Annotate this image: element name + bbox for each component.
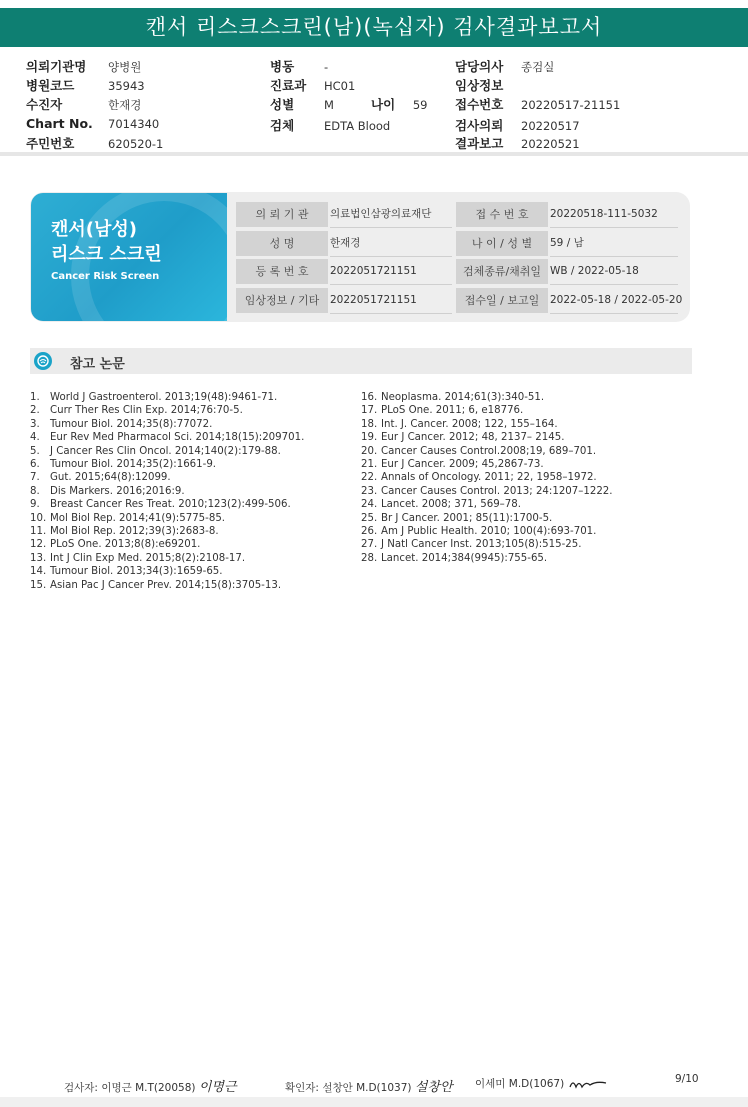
reference-item [30,498,304,511]
reference-number: 15. [30,579,47,591]
reference-number: 10. [30,512,47,524]
reference-item [361,471,613,484]
header-field-key: 성별 [270,97,295,112]
reference-number: 7. [30,472,40,484]
header-field-value: 한재경 [108,98,142,112]
confirmer1-name: 설창안 M.D(1037) [322,1082,412,1094]
confirmer1-signature: 설창안 [414,1080,453,1095]
tester-name: 이명근 M.T(20058) [101,1082,196,1094]
reference-number: 17. [361,405,378,417]
reference-number: 11. [30,526,47,538]
reference-item [30,512,304,525]
reference-item [361,404,613,417]
header-field-key: 검체 [270,118,295,133]
info-label: 접수일 / 보고일 [456,288,548,313]
header-field-value: 양병원 [108,60,142,74]
reference-text: Int J Clin Exp Med. 2015;8(2):2108-17. [50,552,246,564]
info-value: 의료법인삼광의료재단 [330,202,452,228]
reference-item [30,552,304,565]
header-field [26,76,145,94]
reference-number: 2. [30,405,40,417]
reference-number: 8. [30,485,40,497]
reference-text: Cancer Causes Control.2008;19, 689–701. [381,445,597,457]
header-field-key: 병동 [270,59,295,74]
info-value: WB / 2022-05-18 [550,259,678,285]
header-field-key: 임상정보 [455,78,504,93]
reference-number: 23. [361,485,378,497]
reference-number: 18. [361,418,378,430]
header-field [270,76,355,94]
info-value: 2022-05-18 / 2022-05-20 [550,288,678,314]
reference-text: Dis Markers. 2016;2016:9. [50,485,185,497]
header-age [371,95,427,113]
reference-number: 21. [361,459,378,471]
reference-number: 19. [361,432,378,444]
header-field [455,134,580,152]
page-number: 9/10 [675,1073,699,1085]
reference-item [361,391,613,404]
confirmer2-signature [568,1077,608,1091]
reference-item [30,525,304,538]
reference-number: 4. [30,432,40,444]
reference-text: Neoplasma. 2014;61(3):340-51. [381,392,545,403]
reference-number: 22. [361,472,378,484]
reference-number: 1. [30,392,40,403]
header-field-value: HC01 [324,79,356,93]
reference-text: Eur Rev Med Pharmacol Sci. 2014;18(15):209701. [50,432,305,444]
reference-item [30,538,304,551]
reference-text: PLoS One. 2011; 6, e18776. [381,405,524,417]
header-field [455,116,580,134]
header-field-value: 620520-1 [108,137,164,151]
header-field-key: 병원코드 [26,78,75,93]
header-field-value: 20220517-21151 [521,98,621,112]
header-field-key: 의뢰기관명 [26,59,87,74]
header-field [455,57,554,75]
confirmer2-name: 이세미 M.D(1067) [475,1078,565,1090]
header-field [455,76,521,94]
header-field [26,95,141,113]
header-field-key: 주민번호 [26,136,75,151]
reference-number: 6. [30,459,40,471]
info-value: 59 / 남 [550,231,678,257]
header-divider [0,152,748,156]
tester-label: 검사자: [64,1082,98,1094]
header-field-key: 담당의사 [455,59,504,74]
header-age-key: 나이 [371,97,396,112]
header-field-key: 진료과 [270,78,307,93]
reference-text: Int. J. Cancer. 2008; 122, 155–164. [381,418,558,430]
card-banner [31,193,227,321]
reference-number: 13. [30,552,47,564]
header-field [26,57,141,75]
reference-item [361,498,613,511]
reference-text: Lancet. 2014;384(9945):755-65. [381,552,548,564]
reference-item [30,471,304,484]
reference-text: World J Gastroenterol. 2013;19(48):9461-71. [50,392,278,403]
info-label: 등 록 번 호 [236,259,328,284]
header-field [270,57,328,75]
header-field-key: Chart No. [26,116,93,131]
reference-number: 26. [361,526,378,538]
reference-item [361,458,613,471]
reference-item [361,552,613,565]
reference-text: Asian Pac J Cancer Prev. 2014;15(8):3705-13. [50,579,282,591]
reference-number: 28. [361,552,378,564]
references-list-left [30,391,304,592]
header-field [270,95,334,113]
reference-text: Breast Cancer Res Treat. 2010;123(2):499-506. [50,499,291,511]
reference-text: Tumour Biol. 2014;35(8):77072. [50,418,213,430]
header-field-key: 결과보고 [455,136,504,151]
info-label: 나 이 / 성 별 [456,231,548,256]
reference-text: Gut. 2015;64(8):12099. [50,472,171,484]
reference-text: Mol Biol Rep. 2014;41(9):5775-85. [50,512,226,524]
footer-confirmer2 [475,1076,608,1091]
reference-text: Eur J Cancer. 2009; 45,2867-73. [381,459,544,471]
info-value: 20220518-111-5032 [550,202,678,228]
reference-number: 14. [30,566,47,578]
info-value: 한재경 [330,231,452,257]
info-label: 의 뢰 기 관 [236,202,328,227]
header-age-value: 59 [412,98,428,112]
reference-text: Br J Cancer. 2001; 85(11):1700-5. [381,512,553,524]
reference-number: 9. [30,499,40,511]
reference-item [30,579,304,592]
footer-confirmer [285,1076,453,1095]
reference-item [361,431,613,444]
info-label: 임상정보 / 기타 [236,288,328,313]
reference-number: 20. [361,445,378,457]
reference-item [30,445,304,458]
reference-text: PLoS One. 2013;8(8):e69201. [50,539,201,551]
header-field-value: M [324,98,334,112]
header-field-value: 7014340 [108,117,160,131]
reference-text: Tumour Biol. 2013;34(3):1659-65. [50,566,223,578]
header-field-value: EDTA Blood [324,119,391,133]
info-value: 2022051721151 [330,259,452,285]
reference-number: 16. [361,392,378,403]
info-value: 2022051721151 [330,288,452,314]
info-label: 성 명 [236,231,328,256]
reference-item [361,538,613,551]
references-header [30,348,692,374]
banner-subtitle: Cancer Risk Screen [51,271,160,282]
reference-item [361,445,613,458]
references-list-right [361,391,613,565]
reference-text: Curr Ther Res Clin Exp. 2014;76:70-5. [50,405,243,417]
reference-text: Lancet. 2008; 371, 569–78. [381,499,521,511]
reference-text: Am J Public Health. 2010; 100(4):693-701. [381,526,597,538]
reference-number: 12. [30,539,47,551]
reference-number: 27. [361,539,378,551]
header-field [26,116,159,131]
reference-text: Annals of Oncology. 2011; 22, 1958–1972. [381,472,597,484]
footer-tester [64,1076,237,1095]
reference-text: J Natl Cancer Inst. 2013;105(8):515-25. [381,539,582,551]
bottom-margin [0,1097,748,1107]
reference-number: 24. [361,499,378,511]
info-label: 검체종류/채취일 [456,259,548,284]
reference-number: 5. [30,445,40,457]
reference-number: 3. [30,418,40,430]
reference-item [361,525,613,538]
reference-item [30,418,304,431]
header-field-key: 수진자 [26,97,63,112]
brain-icon [34,352,52,370]
reference-number: 25. [361,512,378,524]
header-field-value: 20220517 [521,119,580,133]
reference-item [30,391,304,404]
reference-text: Mol Biol Rep. 2012;39(3):2683-8. [50,526,219,538]
header-field [455,95,620,113]
reference-item [30,431,304,444]
report-title: 캔서 리스크스크린(남)(녹십자) 검사결과보고서 [0,8,748,47]
banner-title-line2: 리스크 스크린 [51,244,162,265]
header-field [270,116,390,134]
reference-item [30,458,304,471]
tester-signature: 이명근 [198,1080,237,1095]
references-title: 참고 논문 [70,357,125,372]
reference-text: Cancer Causes Control. 2013; 24:1207–1222. [381,485,613,497]
header-field-value: 종검실 [521,60,555,74]
reference-item [30,404,304,417]
reference-text: Eur J Cancer. 2012; 48, 2137– 2145. [381,432,565,444]
header-field-value: - [324,60,329,74]
header-field-key: 검사의뢰 [455,118,504,133]
header-field-value: 35943 [108,79,145,93]
reference-text: Tumour Biol. 2014;35(2):1661-9. [50,459,217,471]
reference-item [361,485,613,498]
header-field-key: 접수번호 [455,97,504,112]
header-field [26,134,163,152]
reference-text: J Cancer Res Clin Oncol. 2014;140(2):179-88. [50,445,281,457]
banner-title-line1: 캔서(남성) [51,219,138,240]
reference-item [30,485,304,498]
reference-item [30,565,304,578]
reference-item [361,512,613,525]
confirmer-label: 확인자: [285,1082,319,1094]
info-label: 접 수 번 호 [456,202,548,227]
header-field-value: 20220521 [521,137,580,151]
reference-item [361,418,613,431]
